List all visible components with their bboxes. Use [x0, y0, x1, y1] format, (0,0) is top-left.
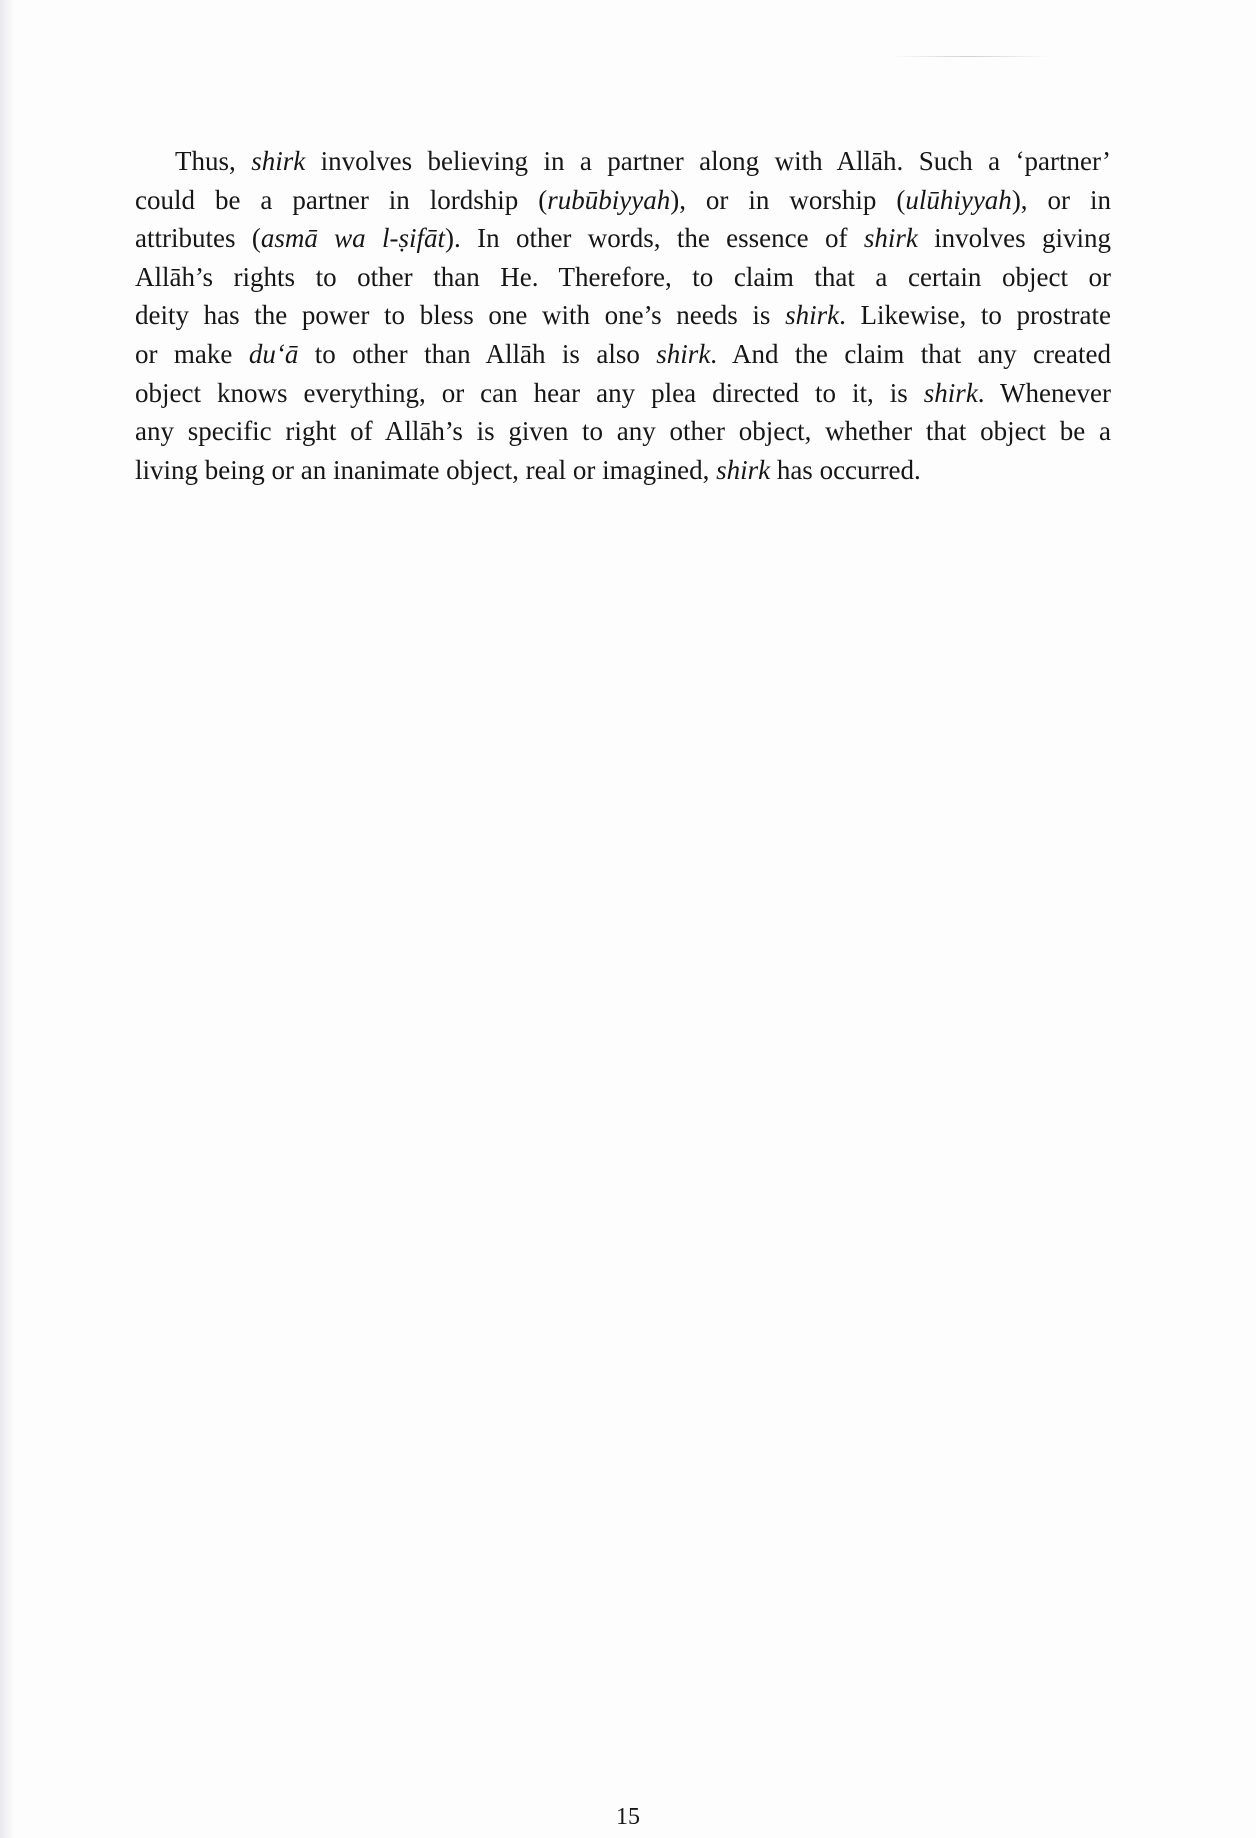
text-run: living being or an inanimate object, real or imagined,	[135, 454, 717, 485]
italic-term: shirk	[863, 223, 918, 254]
italic-term: shirk	[923, 377, 978, 408]
italic-term: shirk	[716, 454, 771, 485]
text-run: . Whenever	[977, 377, 1111, 408]
italic-term: shirk	[785, 300, 840, 331]
text-run: any specific right of Allāh’s is given to any other object, whether that object be a	[135, 416, 1111, 447]
scan-artifact-line	[890, 56, 1050, 57]
text-line	[135, 181, 1111, 220]
scan-shadow-edge	[0, 0, 14, 1838]
italic-term: shirk	[656, 338, 711, 369]
text-run: ). In other words, the essence of	[445, 223, 864, 254]
text-line	[135, 451, 1111, 490]
text-line	[135, 219, 1111, 258]
text-line	[135, 412, 1111, 451]
text-run: involves giving	[917, 223, 1111, 254]
body-paragraph	[135, 142, 1111, 489]
text-run: ), or in worship (	[670, 184, 906, 215]
text-run: deity has the power to bless one with one’s needs is	[135, 300, 786, 331]
text-line	[135, 296, 1111, 335]
text-line	[135, 142, 1111, 181]
text-line	[135, 335, 1111, 374]
text-run: attributes (	[135, 223, 261, 254]
page-number: 15	[616, 1804, 640, 1830]
text-run: could be a partner in lordship (	[135, 184, 548, 215]
text-run: object knows everything, or can hear any plea directed to it, is	[135, 377, 924, 408]
text-line	[135, 374, 1111, 413]
italic-term: asmā wa l-ṣifāt	[260, 223, 446, 254]
italic-term: ulūhiyyah	[905, 184, 1012, 215]
italic-term: shirk	[251, 146, 306, 176]
text-run: Allāh’s rights to other than He. Therefore, to claim that a certain object or	[135, 261, 1111, 292]
text-run: involves believing in a partner along with Allāh. Such a ‘partner’	[305, 146, 1111, 176]
text-run: . And the claim that any created	[710, 338, 1111, 369]
text-run: has occurred.	[770, 454, 921, 485]
text-run: ), or in	[1011, 184, 1111, 215]
italic-term: du‘ā	[248, 338, 299, 369]
italic-term: rubūbiyyah	[547, 184, 671, 215]
text-run: or make	[135, 338, 249, 369]
text-line	[135, 258, 1111, 297]
text-run: to other than Allāh is also	[298, 338, 657, 369]
text-run: . Likewise, to prostrate	[839, 300, 1112, 331]
text-run: Thus,	[175, 146, 252, 176]
